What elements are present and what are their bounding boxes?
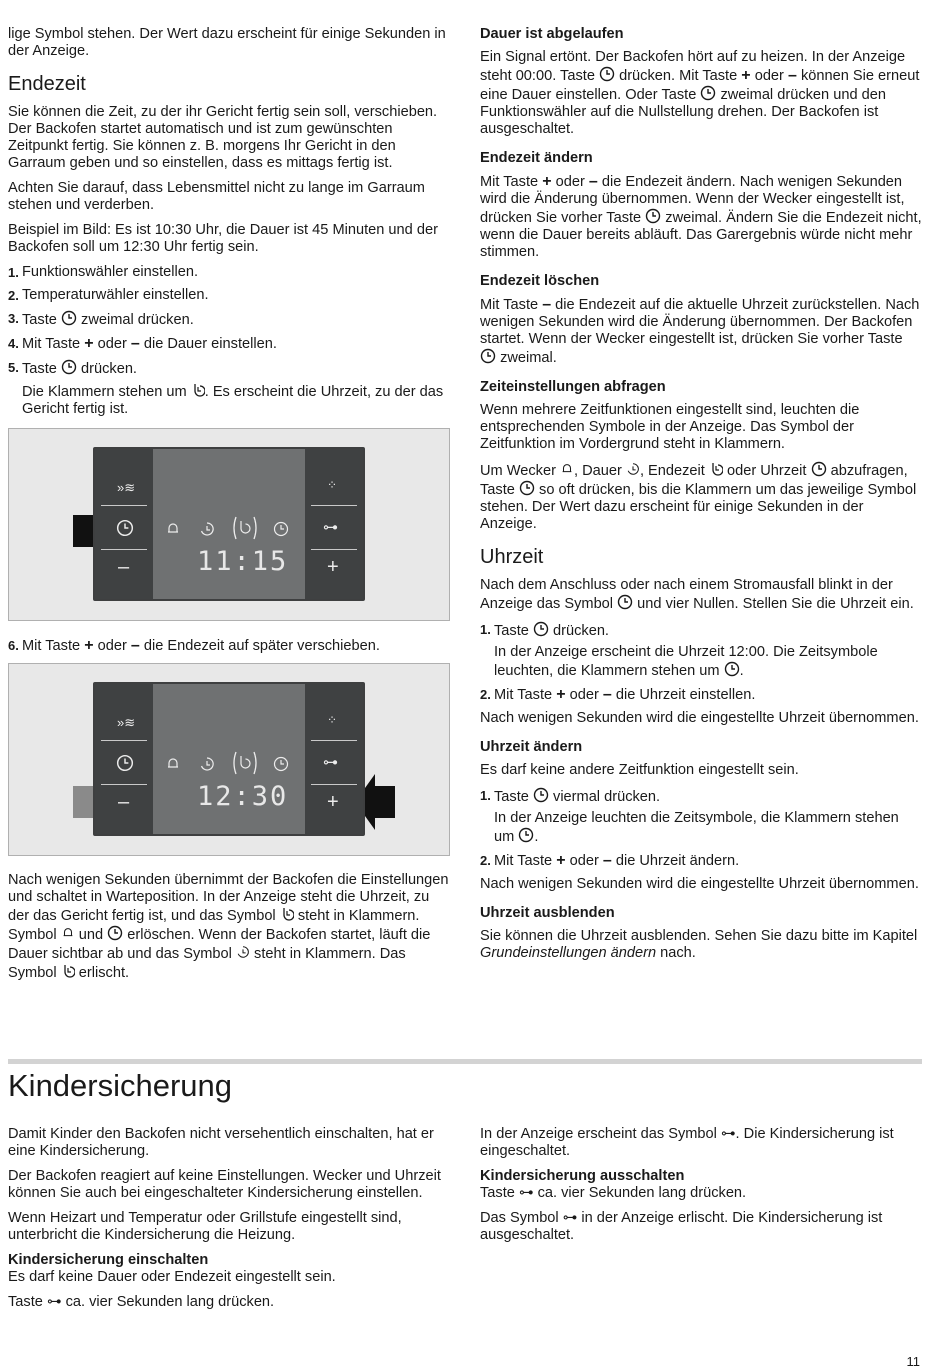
end-time-bracketed-icon bbox=[231, 515, 259, 541]
step-text: Taste bbox=[494, 789, 529, 805]
uhrzeit-aendern-step-1 bbox=[480, 787, 922, 846]
chapter-reference: Grundeinstellungen ändern bbox=[480, 945, 657, 961]
step-number: 3. bbox=[8, 311, 19, 326]
text: oder Uhrzeit bbox=[726, 463, 807, 479]
step-6 bbox=[8, 637, 450, 655]
clock-icon bbox=[107, 925, 123, 941]
clock-icon bbox=[617, 594, 633, 610]
kinder-ausschalten-heading: Kindersicherung ausschalten bbox=[480, 1168, 685, 1184]
kinder-einschalten-heading: Kindersicherung einschalten bbox=[8, 1252, 209, 1268]
clock-icon bbox=[533, 787, 549, 803]
text: Taste bbox=[480, 1185, 515, 1201]
text: können Sie erneut eine Dauer einstellen. Oder Taste bbox=[480, 68, 920, 103]
light-dots-icon: ⁘ bbox=[327, 478, 338, 492]
intro-text: lige Symbol stehen. Der Wert dazu erscheint für einige Sekunden in der Anzeige. bbox=[8, 26, 446, 59]
step-text: . Es erscheint die Uhrzeit, zu der das Gericht fertig ist. bbox=[22, 384, 444, 417]
step-text: Mit Taste bbox=[22, 638, 81, 654]
step-text: oder bbox=[569, 853, 599, 869]
left-column bbox=[8, 26, 450, 990]
step-number: 2. bbox=[8, 288, 19, 303]
endezeit-loeschen-paragraph bbox=[480, 296, 922, 367]
uhrzeit-aendern-paragraph: Es darf keine andere Zeitfunktion eingestellt sein. bbox=[480, 762, 799, 778]
section-divider bbox=[8, 1059, 922, 1064]
plus-icon: + bbox=[84, 637, 94, 654]
key-icon: ⊶ bbox=[46, 1294, 62, 1310]
text: oder bbox=[754, 68, 784, 84]
text: erlischt. bbox=[78, 965, 130, 981]
uhrzeit-steps bbox=[480, 621, 922, 704]
display-digits: 12:30 bbox=[197, 781, 289, 812]
plus-button-icon[interactable]: + bbox=[327, 791, 339, 813]
kindersicherung-title: Kindersicherung bbox=[8, 1068, 233, 1103]
plus-icon: + bbox=[556, 686, 566, 703]
step-text: oder bbox=[569, 687, 599, 703]
step-text: Taste bbox=[22, 361, 57, 377]
zeiteinstellungen-heading: Zeiteinstellungen abfragen bbox=[480, 379, 666, 395]
display bbox=[153, 449, 305, 599]
key-icon: ⊶ bbox=[518, 1185, 534, 1201]
minus-button-icon[interactable]: – bbox=[118, 791, 130, 813]
uhrzeit-aendern-step-1-result bbox=[494, 810, 922, 846]
clock-button-icon[interactable] bbox=[116, 754, 134, 772]
endezeit-paragraph-2: Achten Sie darauf, dass Lebensmittel nicht zu lange im Garraum stehen und verderben. bbox=[8, 180, 425, 213]
text: Taste bbox=[8, 1294, 43, 1310]
clock-icon bbox=[61, 359, 77, 375]
minus-icon: – bbox=[602, 686, 612, 703]
text: Ein Signal ertönt. Der Backofen hört auf zu heizen. In der Anzeige steht 00:00. Taste bbox=[480, 49, 906, 84]
clock-icon bbox=[273, 521, 289, 537]
text: , Endezeit bbox=[639, 463, 705, 479]
clock-icon bbox=[724, 661, 740, 677]
text: Mit Taste bbox=[480, 174, 539, 190]
step-text: Taste bbox=[22, 312, 57, 328]
text: erlöschen. Wenn der Backofen startet, läuft die Dauer sichtbar ab und das Symbol bbox=[8, 927, 431, 962]
endezeit-paragraph-3: Beispiel im Bild: Es ist 10:30 Uhr, die Dauer ist 45 Minuten und der Backofen soll um 12:30 Uhr fertig sein. bbox=[8, 222, 438, 255]
step-2 bbox=[8, 287, 450, 304]
clock-icon bbox=[61, 310, 77, 326]
text: nach. bbox=[660, 945, 696, 961]
plus-icon: + bbox=[556, 852, 566, 869]
clock-icon bbox=[811, 461, 827, 477]
right-column bbox=[480, 26, 922, 970]
step-text: zweimal drücken. bbox=[81, 312, 194, 328]
control-panel-figure-2 bbox=[8, 663, 450, 856]
step-text: die Endezeit auf später verschieben. bbox=[143, 638, 380, 654]
endezeit-heading: Endezeit bbox=[8, 73, 86, 95]
right-button-strip bbox=[305, 449, 363, 599]
display-digits: 11:15 bbox=[197, 546, 289, 577]
text: und bbox=[78, 927, 104, 943]
key-icon: ⊶ bbox=[562, 1210, 578, 1226]
uhrzeit-aendern-steps bbox=[480, 787, 922, 870]
text: zweimal drücken und den Funktionswähler auf die Nullstellung drehen. Der Backofen ist ausgeschaltet. bbox=[480, 87, 886, 137]
clock-icon bbox=[480, 348, 496, 364]
light-dots-icon: ⁘ bbox=[327, 713, 338, 727]
step-text: oder bbox=[97, 336, 127, 352]
plus-button-icon[interactable]: + bbox=[327, 556, 339, 578]
step-text: drücken. bbox=[553, 623, 609, 639]
minus-icon: – bbox=[787, 67, 797, 84]
minus-icon: – bbox=[130, 637, 140, 654]
step-text: Funktionswähler einstellen. bbox=[22, 264, 199, 280]
end-time-icon bbox=[280, 906, 294, 922]
minus-icon: – bbox=[602, 852, 612, 869]
heating-mode-icon: »≋ bbox=[117, 480, 136, 495]
step-number: 1. bbox=[480, 788, 491, 803]
step-text: Mit Taste bbox=[22, 336, 81, 352]
text: Mit Taste bbox=[480, 297, 539, 313]
text: steht in Klammern. Das Symbol bbox=[8, 946, 406, 981]
alarm-bell-icon bbox=[560, 461, 574, 477]
oven-control-panel bbox=[93, 682, 365, 836]
alarm-bell-icon bbox=[165, 521, 181, 537]
zeiteinstellungen-paragraph-1: Wenn mehrere Zeitfunktionen eingestellt sind, leuchten die entsprechenden Symbole in der Anzeige. Das Symbol der Zeitfunktion im Vordergrund steht in Klammern. bbox=[480, 402, 860, 452]
text: zweimal. bbox=[500, 350, 557, 366]
uhrzeit-paragraph bbox=[480, 577, 922, 613]
kinder-right-paragraph-2 bbox=[480, 1185, 922, 1202]
step-text: die Uhrzeit einstellen. bbox=[615, 687, 756, 703]
minus-icon: – bbox=[588, 173, 598, 190]
minus-icon: – bbox=[542, 296, 552, 313]
endezeit-steps bbox=[8, 264, 450, 418]
heating-mode-icon: »≋ bbox=[117, 715, 136, 730]
text: so oft drücken, bis die Klammern um das jeweilige Symbol stehen. Der Wert dazu erscheint für einige Sekunden in der Anzeige. bbox=[480, 482, 917, 532]
endezeit-aendern-paragraph bbox=[480, 173, 922, 261]
step-text: oder bbox=[97, 638, 127, 654]
dauer-abgelaufen-heading: Dauer ist abgelaufen bbox=[480, 26, 624, 42]
uhrzeit-paragraph-2: Nach wenigen Sekunden wird die eingestellte Uhrzeit übernommen. bbox=[480, 710, 919, 726]
step-number: 5. bbox=[8, 360, 19, 375]
step-text: . bbox=[739, 663, 744, 679]
clock-button-icon[interactable] bbox=[116, 519, 134, 537]
step-5 bbox=[8, 359, 450, 418]
text: Nach wenigen Sekunden übernimmt der Backofen die Einstellungen und schaltet in Warteposition. In der Anzeige steht die Uhrzeit, zu der das Gericht fertig ist, und das Symbol bbox=[8, 872, 449, 924]
kinder-paragraph-2: Der Backofen reagiert auf keine Einstellungen. Wecker und Uhrzeit können Sie auch bei eingeschalteter Kindersicherung einstellen. bbox=[8, 1168, 441, 1201]
uhrzeit-step-1-result bbox=[494, 644, 922, 680]
text: drücken. Mit Taste bbox=[619, 68, 738, 84]
plus-icon: + bbox=[741, 67, 751, 84]
clock-icon bbox=[519, 480, 535, 496]
step-1 bbox=[8, 264, 450, 281]
text: und vier Nullen. Stellen Sie die Uhrzeit ein. bbox=[637, 596, 914, 612]
endezeit-aendern-heading: Endezeit ändern bbox=[480, 150, 593, 166]
control-panel-figure-1 bbox=[8, 428, 450, 621]
key-icon: ⊶ bbox=[720, 1126, 736, 1142]
alarm-bell-icon bbox=[165, 756, 181, 772]
minus-icon: – bbox=[130, 335, 140, 352]
duration-icon bbox=[199, 521, 215, 537]
uhrzeit-aendern-step-2 bbox=[480, 852, 922, 870]
kinder-left-column bbox=[8, 1126, 450, 1319]
text: zweimal. Ändern Sie die Endezeit nicht, wenn die Dauer bereits abläuft. Das Garergebnis würde nicht mehr stimmen. bbox=[480, 210, 922, 260]
text: oder bbox=[555, 174, 585, 190]
text: Nach dem Anschluss oder nach einem Stromausfall blinkt in der Anzeige das Symbol bbox=[480, 577, 893, 612]
text: die Endezeit auf die aktuelle Uhrzeit zurückstellen. Nach wenigen Sekunden wird die Änderung übernommen. Der Backofen startet. Wenn der Wecker eingestellt ist, drücken Sie vorher Taste bbox=[480, 297, 920, 347]
uhrzeit-aendern-paragraph-2: Nach wenigen Sekunden wird die eingestellte Uhrzeit übernommen. bbox=[480, 876, 919, 892]
endezeit-paragraph-4 bbox=[8, 872, 450, 982]
uhrzeit-step-1 bbox=[480, 621, 922, 680]
step-3 bbox=[8, 310, 450, 329]
step-number: 2. bbox=[480, 853, 491, 868]
text: die Endezeit ändern. Nach wenigen Sekunden wird die Änderung übernommen. Wenn der Wecker eingestellt ist, drücken Sie vorher Taste bbox=[480, 174, 905, 226]
plus-icon: + bbox=[84, 335, 94, 352]
page-number: 11 bbox=[906, 1354, 920, 1369]
uhrzeit-ausblenden-paragraph bbox=[480, 928, 922, 962]
kinder-paragraph-5 bbox=[8, 1294, 450, 1311]
left-button-strip bbox=[95, 684, 153, 834]
text: in der Anzeige erlischt. Die Kindersicherung ist ausgeschaltet. bbox=[480, 1210, 883, 1243]
uhrzeit-ausblenden-heading: Uhrzeit ausblenden bbox=[480, 905, 615, 921]
text: Sie können die Uhrzeit ausblenden. Sehen Sie dazu bitte im Kapitel bbox=[480, 928, 918, 944]
minus-button-icon[interactable]: – bbox=[118, 556, 130, 578]
display bbox=[153, 684, 305, 834]
uhrzeit-aendern-heading: Uhrzeit ändern bbox=[480, 739, 583, 755]
kinder-right-paragraph-1 bbox=[480, 1126, 922, 1160]
text: In der Anzeige erscheint das Symbol bbox=[480, 1126, 717, 1142]
clock-icon bbox=[700, 85, 716, 101]
kinder-right-column bbox=[480, 1126, 922, 1252]
text: ca. vier Sekunden lang drücken. bbox=[537, 1185, 747, 1201]
kinder-paragraph-4: Es darf keine Dauer oder Endezeit eingestellt sein. bbox=[8, 1269, 336, 1285]
text: abzufragen, Taste bbox=[480, 463, 908, 498]
step-text: Mit Taste bbox=[494, 687, 553, 703]
step-text: Taste bbox=[494, 623, 529, 639]
step-5-result bbox=[22, 382, 450, 418]
clock-icon bbox=[273, 756, 289, 772]
text: Das Symbol bbox=[480, 1210, 559, 1226]
left-button-strip bbox=[95, 449, 153, 599]
step-text: Mit Taste bbox=[494, 853, 553, 869]
text: Um Wecker bbox=[480, 463, 556, 479]
clock-icon bbox=[599, 66, 615, 82]
key-lock-button-icon[interactable]: ⊶ bbox=[323, 754, 338, 771]
step-4 bbox=[8, 335, 450, 353]
step-number: 6. bbox=[8, 638, 19, 653]
text: , Dauer bbox=[574, 463, 622, 479]
step-text: die Uhrzeit ändern. bbox=[615, 853, 740, 869]
step-number: 4. bbox=[8, 336, 19, 351]
step-text: In der Anzeige erscheint die Uhrzeit 12:00. Die Zeitsymbole leuchten, die Klammern stehen um bbox=[494, 644, 878, 679]
end-time-icon bbox=[191, 382, 205, 398]
end-time-icon bbox=[61, 963, 75, 979]
step-text: Die Klammern stehen um bbox=[22, 384, 187, 400]
alarm-bell-icon bbox=[61, 925, 75, 941]
step-text: viermal drücken. bbox=[553, 789, 661, 805]
step-text: Temperaturwähler einstellen. bbox=[22, 287, 209, 303]
step-number: 1. bbox=[480, 622, 491, 637]
clock-icon bbox=[645, 208, 661, 224]
end-time-icon bbox=[709, 461, 723, 477]
key-lock-button-icon[interactable]: ⊶ bbox=[323, 519, 338, 536]
kinder-paragraph-1: Damit Kinder den Backofen nicht versehentlich einschalten, hat er eine Kindersicherung. bbox=[8, 1126, 434, 1159]
dauer-paragraph bbox=[480, 49, 922, 138]
oven-control-panel bbox=[93, 447, 365, 601]
duration-icon bbox=[236, 944, 250, 960]
uhrzeit-step-2 bbox=[480, 686, 922, 704]
kinder-paragraph-3: Wenn Heizart und Temperatur oder Grillstufe eingestellt sind, unterbricht die Kindersicherung die Heizung. bbox=[8, 1210, 402, 1243]
step-number: 2. bbox=[480, 687, 491, 702]
zeiteinstellungen-paragraph-2 bbox=[480, 461, 922, 533]
clock-icon bbox=[518, 827, 534, 843]
step-text: . bbox=[534, 829, 539, 845]
clock-icon bbox=[533, 621, 549, 637]
endezeit-steps-cont bbox=[8, 637, 450, 655]
kinder-right-paragraph-3 bbox=[480, 1210, 922, 1244]
text: steht in Klammern. Symbol bbox=[8, 908, 420, 943]
right-button-strip bbox=[305, 684, 363, 834]
uhrzeit-heading: Uhrzeit bbox=[480, 546, 544, 568]
step-text: drücken. bbox=[81, 361, 137, 377]
duration-icon bbox=[199, 756, 215, 772]
endezeit-paragraph-1: Sie können die Zeit, zu der ihr Gericht fertig sein soll, verschieben. Der Backofen startet automatisch und ist zum gewünschten Zeitpunkt fertig. Sie können z. B. morgens Ihr Gericht in den Garraum geben und so einstellen, dass es mittags fertig ist. bbox=[8, 104, 438, 171]
text: ca. vier Sekunden lang drücken. bbox=[65, 1294, 275, 1310]
end-time-bracketed-icon bbox=[231, 750, 259, 776]
endezeit-loeschen-heading: Endezeit löschen bbox=[480, 273, 600, 289]
step-text: die Dauer einstellen. bbox=[143, 336, 277, 352]
text: . Die Kindersicherung ist eingeschaltet. bbox=[480, 1126, 894, 1159]
step-text: In der Anzeige leuchten die Zeitsymbole, die Klammern stehen um bbox=[494, 810, 899, 845]
plus-icon: + bbox=[542, 173, 552, 190]
duration-icon bbox=[626, 461, 640, 477]
step-number: 1. bbox=[8, 265, 19, 280]
